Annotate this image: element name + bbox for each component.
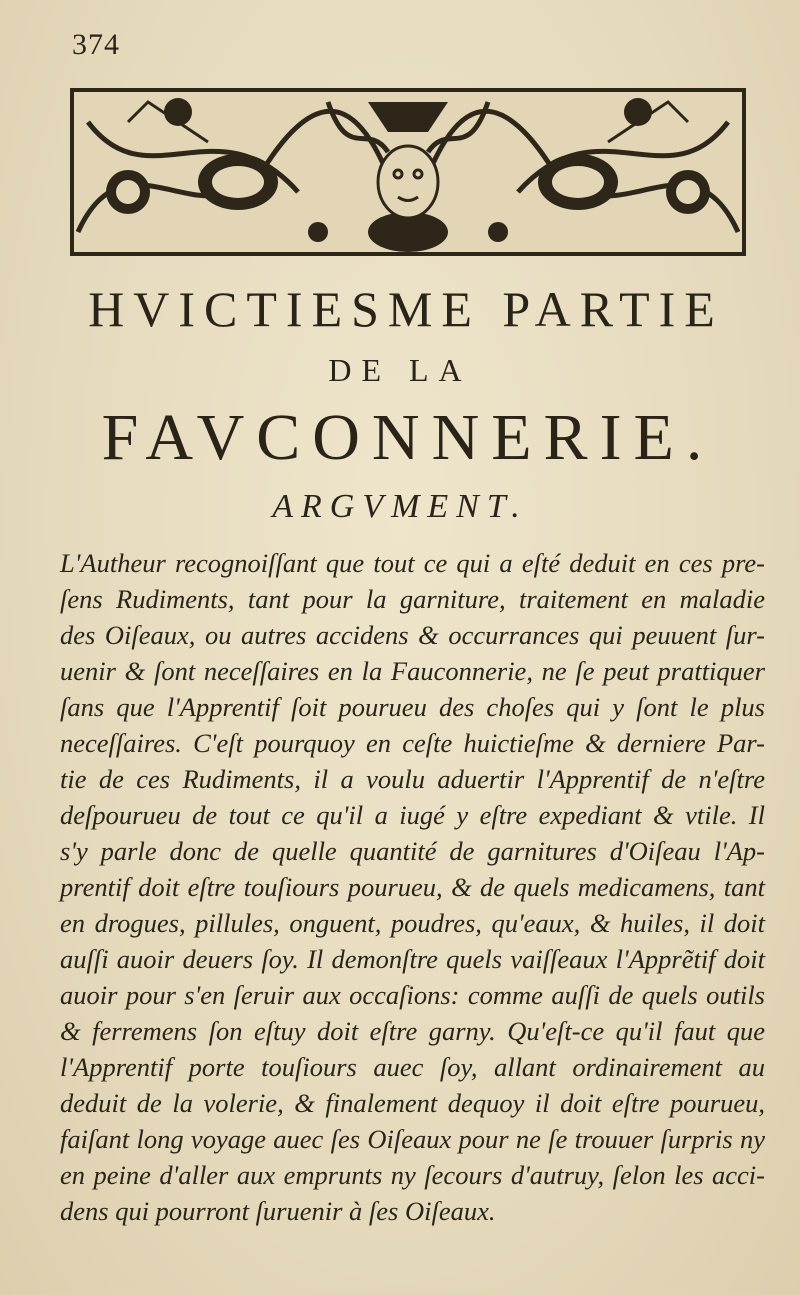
text-line: auſſi auoir deuers ſoy. Il demonſtre quels vaiſſeaux l'Apprẽtif doit <box>60 944 765 974</box>
argument-text <box>60 545 765 1229</box>
text-line: ſens Rudiments, tant pour la garniture, traitement en maladie <box>60 584 765 614</box>
text-line: l'Apprentif porte touſiours auec ſoy, allant ordinairement au <box>60 1052 765 1082</box>
text-line: auoir pour s'en ſeruir aux occaſions: comme auſſi de quels outils <box>60 980 765 1010</box>
text-line: prentif doit eſtre touſiours pourueu, & de quels medicamens, tant <box>60 872 765 902</box>
part-subtitle: DE LA <box>328 352 472 388</box>
decorative-headpiece <box>68 82 748 260</box>
text-line: s'y parle donc de quelle quantité de garnitures d'Oiſeau l'Ap- <box>60 836 765 866</box>
text-line: ſans que l'Apprentif ſoit pourueu des choſes qui y ſont le plus <box>60 692 765 722</box>
text-line: uenir & ſont neceſſaires en la Fauconnerie, ne ſe peut prattiquer <box>60 656 765 686</box>
text-line: faiſant long voyage auec ſes Oiſeaux pour ne ſe trouuer ſurpris ny <box>60 1124 765 1154</box>
text-line: L'Autheur recognoiſſant que tout ce qui a eſté deduit en ces pre- <box>60 548 765 578</box>
text-line: tie de ces Rudiments, il a voulu aduertir l'Apprentif de n'eſtre <box>60 764 765 794</box>
text-line: & ferremens ſon eſtuy doit eſtre garny. Qu'eſt-ce qu'il faut que <box>60 1016 765 1046</box>
text-line: en peine d'aller aux emprunts ny ſecours d'autruy, ſelon les acci- <box>60 1160 765 1190</box>
argument-heading: ARGVMENT. <box>272 488 528 525</box>
text-line: neceſſaires. C'eſt pourquoy en ceſte huictieſme & derniere Par- <box>60 728 765 758</box>
text-line: dens qui pourront ſuruenir à ſes Oiſeaux. <box>60 1196 496 1226</box>
text-line: en drogues, pillules, onguent, poudres, qu'eaux, & huiles, il doit <box>60 908 765 938</box>
text-line: deſpourueu de tout ce qu'il a iugé y eſtre expediant & vtile. Il <box>60 800 765 830</box>
part-title: HVICTIESME PARTIE <box>88 281 724 337</box>
text-line: deduit de la volerie, & finalement dequoy il doit eſtre pourueu, <box>60 1088 765 1118</box>
book-title: FAVCONNERIE. <box>101 401 715 474</box>
page-number: 374 <box>72 28 120 61</box>
text-line: des Oiſeaux, ou autres accidens & occurrances qui peuuent ſur- <box>60 620 765 650</box>
